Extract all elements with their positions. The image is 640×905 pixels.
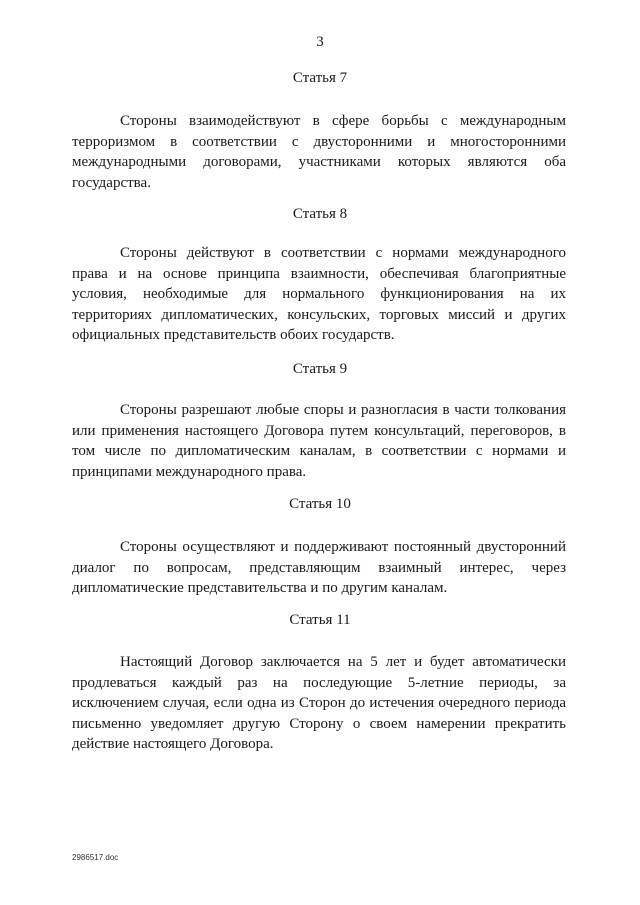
article-7-title: Статья 7 bbox=[292, 70, 348, 86]
article-9-title: Статья 9 bbox=[292, 361, 348, 377]
article-8-text: Стороны действуют в соответствии с нормами международного права и на основе принципа взаимности, обеспечивая благоприятные условия, необходимые для нормального функционирования на их территориях дипломатических, консульских, торговых миссий и других официальных представительств обоих государств. bbox=[72, 245, 566, 343]
footer-filename: 2986517.doc bbox=[72, 853, 119, 862]
article-10-title: Статья 10 bbox=[289, 496, 351, 512]
article-11-title: Статья 11 bbox=[289, 612, 351, 628]
page-number: 3 bbox=[316, 34, 324, 50]
article-11-text: Настоящий Договор заключается на 5 лет и будет автоматически продлеваться каждый раз на последующие 5-летние периоды, за исключением случая, если одна из Сторон до истечения очередного периода письменно уведомляет другую Сторону о своем намерении прекратить действие настоящего Договора. bbox=[72, 654, 566, 752]
article-9-text: Стороны разрешают любые споры и разногласия в части толкования или применения настоящего Договора путем консультаций, переговоров, в том числе по дипломатическим каналам, в соответствии с нормами и принципами международного права. bbox=[72, 402, 566, 480]
article-10-text: Стороны осуществляют и поддерживают постоянный двусторонний диалог по вопросам, представляющим взаимный интерес, через дипломатические представительства и по другим каналам. bbox=[72, 539, 566, 596]
article-7-text: Стороны взаимодействуют в сфере борьбы с международным терроризмом в соответствии с двусторонними и многосторонними международными договорами, участниками которых являются оба государства. bbox=[72, 113, 566, 191]
article-8-title: Статья 8 bbox=[292, 206, 348, 222]
